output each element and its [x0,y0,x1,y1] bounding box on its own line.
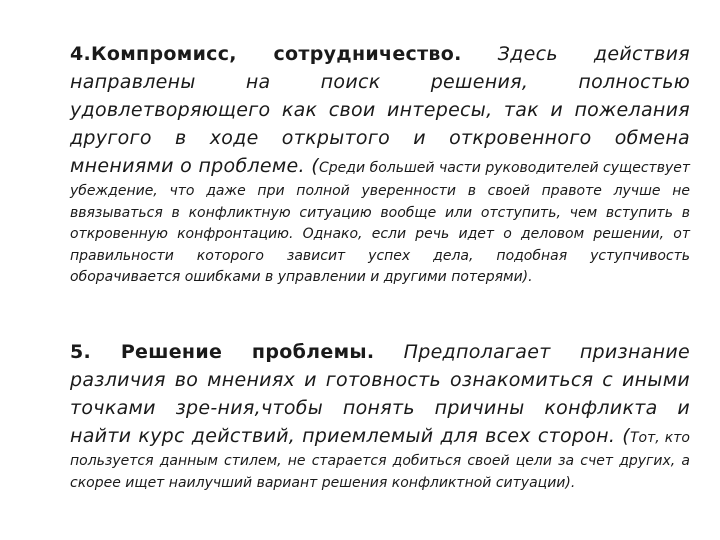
section-5-note: Тот, кто пользуется данным стилем, не старается добиться своей цели за счет других, а скорее ищет наилучший вариант решения конфликтной ситуации). [70,430,690,491]
section-4-paragraph [70,40,690,288]
section-5-note-open: ( [615,425,630,447]
section-4-heading: 4.Компромисс, сотрудничество. [70,43,462,65]
section-5-paragraph [70,338,690,493]
section-5-lead: Предполагает признание различия во мнениях и готовность ознакомиться с иными точками зре-ния,чтобы понять причины конфликта и найти курс действий, приемлемый для всех сторон. [70,341,690,447]
section-4-lead: Здесь действия направлены на поиск решения, полностью удовлетворяющего как свои интересы, так и пожелания другого в ходе открытого и откровенного обмена мнениями о проблеме. [70,43,690,177]
section-5-main-text [70,341,690,447]
section-4-main-text [70,43,690,177]
section-5-heading: 5. Решение проблемы. [70,341,375,363]
section-4-note-open: ( [304,155,320,177]
section-4-note: Среди большей части руководителей существует убеждение, что даже при полной уверенности в своей правоте лучше не ввязываться в конфликтную ситуацию вообще или отступить, чем вступить в откровенную конфронтацию. Однако, если речь идет о деловом решении, от правильности которого зависит успех дела, подобная уступчивость оборачивается ошибками в управлении и другими потерями). [70,160,690,285]
